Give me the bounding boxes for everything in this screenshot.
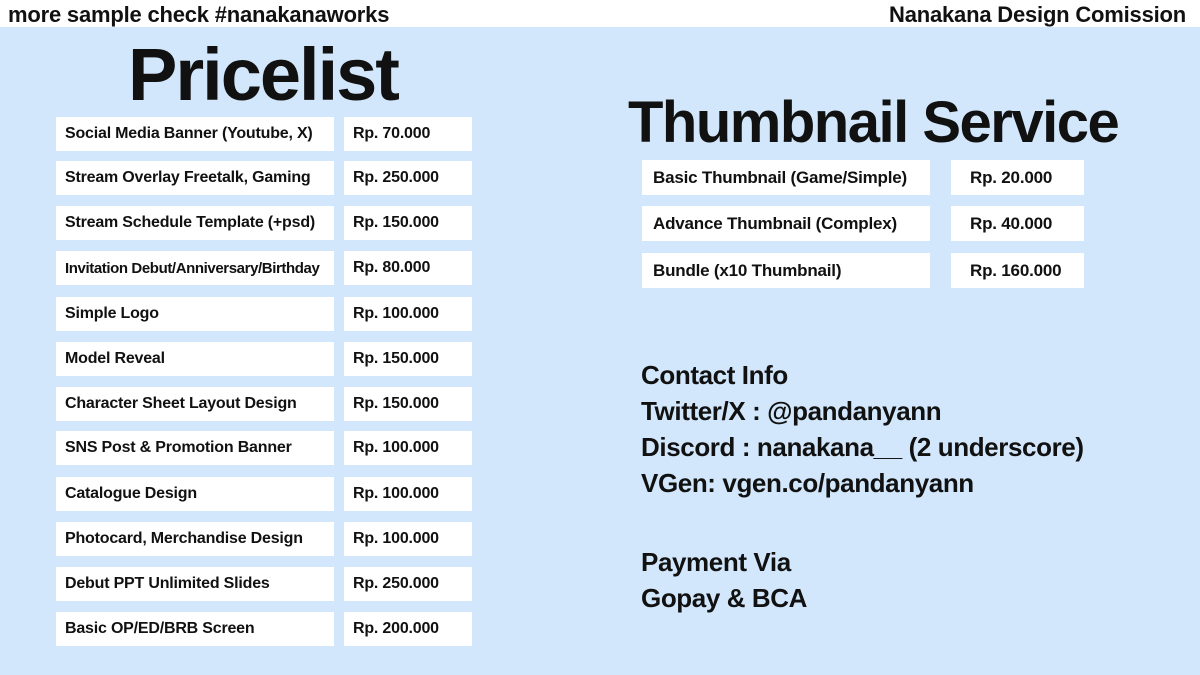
twitter-contact: Twitter/X : @pandanyann: [641, 396, 942, 426]
pricelist-item-price: Rp. 80.000: [344, 251, 472, 285]
pricelist-item-name: Invitation Debut/Anniversary/Birthday: [56, 251, 334, 285]
thumbnail-item-name: Bundle (x10 Thumbnail): [642, 253, 930, 288]
pricelist-item-name: Photocard, Merchandise Design: [56, 522, 334, 556]
pricelist-item-price: Rp. 250.000: [344, 161, 472, 195]
pricelist-title: Pricelist: [128, 33, 398, 116]
pricelist-item-name: Debut PPT Unlimited Slides: [56, 567, 334, 601]
payment-heading: Payment Via: [641, 547, 791, 577]
pricelist-item-name: Simple Logo: [56, 297, 334, 331]
vgen-contact: VGen: vgen.co/pandanyann: [641, 468, 974, 498]
pricelist-item-price: Rp. 70.000: [344, 117, 472, 151]
pricelist-item-name: Stream Schedule Template (+psd): [56, 206, 334, 240]
pricelist-item-price: Rp. 100.000: [344, 522, 472, 556]
thumbnail-item-price: Rp. 40.000: [951, 206, 1084, 241]
pricelist-item-name: Social Media Banner (Youtube, X): [56, 117, 334, 151]
header-bar: [0, 0, 1200, 27]
pricelist-item-price: Rp. 250.000: [344, 567, 472, 601]
pricelist-item-name: Basic OP/ED/BRB Screen: [56, 612, 334, 646]
pricelist-item-price: Rp. 150.000: [344, 387, 472, 421]
discord-contact: Discord : nanakana__ (2 underscore): [641, 432, 1084, 462]
pricelist-item-price: Rp. 150.000: [344, 342, 472, 376]
pricelist-item-price: Rp. 100.000: [344, 297, 472, 331]
thumbnail-item-price: Rp. 20.000: [951, 160, 1084, 195]
pricelist-item-name: Model Reveal: [56, 342, 334, 376]
thumbnail-item-name: Advance Thumbnail (Complex): [642, 206, 930, 241]
pricelist-item-price: Rp. 150.000: [344, 206, 472, 240]
payment-methods: Gopay & BCA: [641, 583, 808, 613]
pricelist-item-name: Stream Overlay Freetalk, Gaming: [56, 161, 334, 195]
pricelist-item-price: Rp. 100.000: [344, 431, 472, 465]
pricelist-item-name: SNS Post & Promotion Banner: [56, 431, 334, 465]
pricelist-item-price: Rp. 100.000: [344, 477, 472, 511]
pricelist-item-name: Character Sheet Layout Design: [56, 387, 334, 421]
pricelist-item-name: Catalogue Design: [56, 477, 334, 511]
contact-heading: Contact Info: [641, 360, 788, 390]
thumbnail-item-name: Basic Thumbnail (Game/Simple): [642, 160, 930, 195]
thumbnail-item-price: Rp. 160.000: [951, 253, 1084, 288]
thumbnail-service-title: Thumbnail Service: [628, 90, 1119, 155]
sample-hashtag-text: more sample check #nanakanaworks: [8, 2, 390, 27]
brand-name: Nanakana Design Comission: [889, 2, 1186, 27]
pricelist-item-price: Rp. 200.000: [344, 612, 472, 646]
